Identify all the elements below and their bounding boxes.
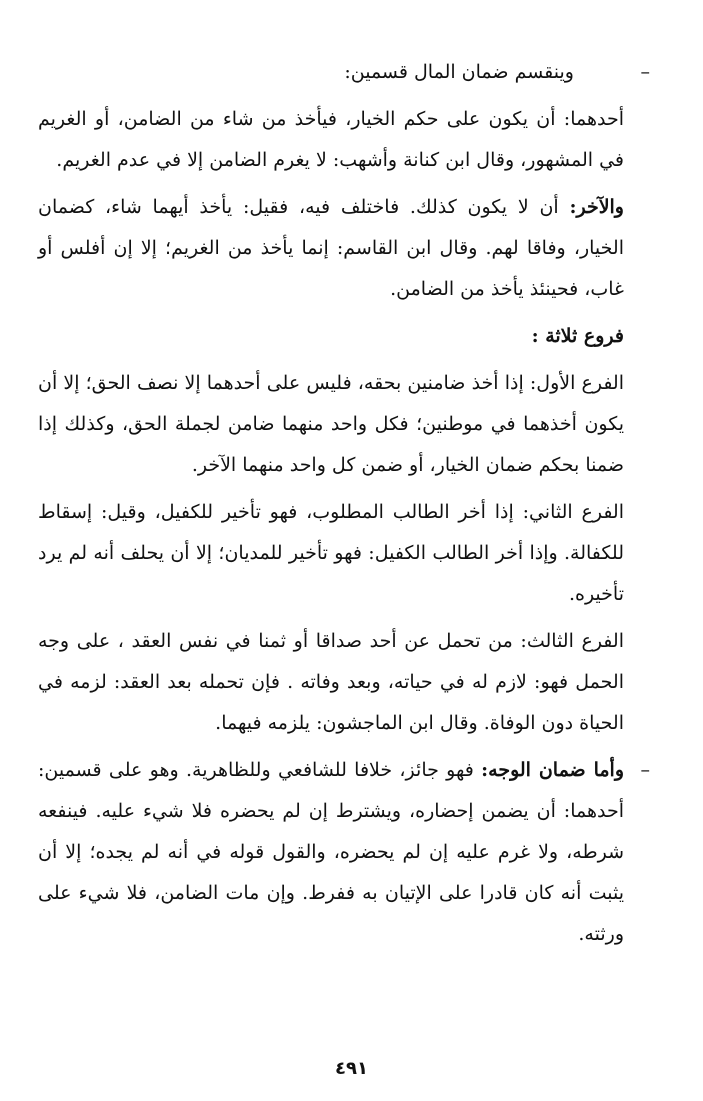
paragraph-face-guarantee [38, 750, 650, 955]
paragraph-third-branch: الفرع الثالث: من تحمل عن أحد صداقا أو ثمنا في نفس العقد ، على وجه الحمل فهو: لازم له في حياته، وبعد وفاته . فإن تحمله بعد العقد: لزمه في الحياة دون الوفاة. وقال ابن الماجشون: يلزمه فيهما. [38, 630, 624, 734]
paragraph-second-branch: الفرع الثاني: إذا أخر الطالب المطلوب، فهو تأخير للكفيل، وقيل: إسقاط للكفالة. وإذا أخر الطالب الكفيل: فهو تأخير للمديان؛ إلا أن يحلف أنه لم يرد تأخيره. [38, 501, 624, 605]
paragraph-first-branch: الفرع الأول: إذا أخذ ضامنين بحقه، فليس على أحدهما إلا نصف الحق؛ إلا أن يكون أخذهما في موطنين؛ فكل واحد منهما ضامن لجملة الحق، وكذلك إذا ضمنا بحكم ضمان الخيار، أو ضمن كل واحد منهما الآخر. [38, 372, 624, 476]
paragraph-second-type [38, 187, 624, 310]
paragraph-text: أن لا يكون كذلك. فاختلف فيه، فقيل: يأخذ أيهما شاء، كضمان الخيار، وفاقا لهم. وقال ابن القاسم: إنما يأخذ من الغريم؛ إلا إن أفلس أو غاب، فحينئذ يأخذ من الضامن. [38, 196, 624, 300]
dash-bullet-2: – [640, 759, 650, 781]
page-number: ٤٩١ [335, 1058, 368, 1079]
paragraph-text: فهو جائز، خلافا للشافعي وللظاهرية. وهو على قسمين: أحدهما: أن يضمن إحضاره، ويشترط إن لم يحضره فلا شيء عليه. فينفعه شرطه، ولا غرم عليه إن لم يحضره، والقول قوله في أنه لم يجده؛ إلا أن يثبت أنه كان قادرا على الإتيان به ففرط. وإن مات الضامن، فلا شيء على ورثته. [38, 759, 624, 945]
paragraph-label: أحدهما: [563, 108, 624, 130]
page-body [38, 52, 650, 961]
paragraph-text: وينقسم ضمان المال قسمين: [344, 61, 574, 83]
paragraph-first-type [38, 99, 624, 181]
paragraph-label-bold: وأما ضمان الوجه: [481, 759, 624, 781]
paragraph-label-bold: والآخر: [569, 196, 624, 218]
paragraph-division-intro [38, 52, 650, 93]
dash-bullet-1: – [640, 61, 650, 83]
section-heading-three-branches: فروع ثلاثة : [531, 325, 624, 347]
paragraph-text: أن يكون على حكم الخيار، فيأخذ من شاء من الضامن، أو الغريم في المشهور، وقال ابن كنانة وأشهب: لا يغرم الضامن إلا في عدم الغريم. [38, 108, 624, 171]
